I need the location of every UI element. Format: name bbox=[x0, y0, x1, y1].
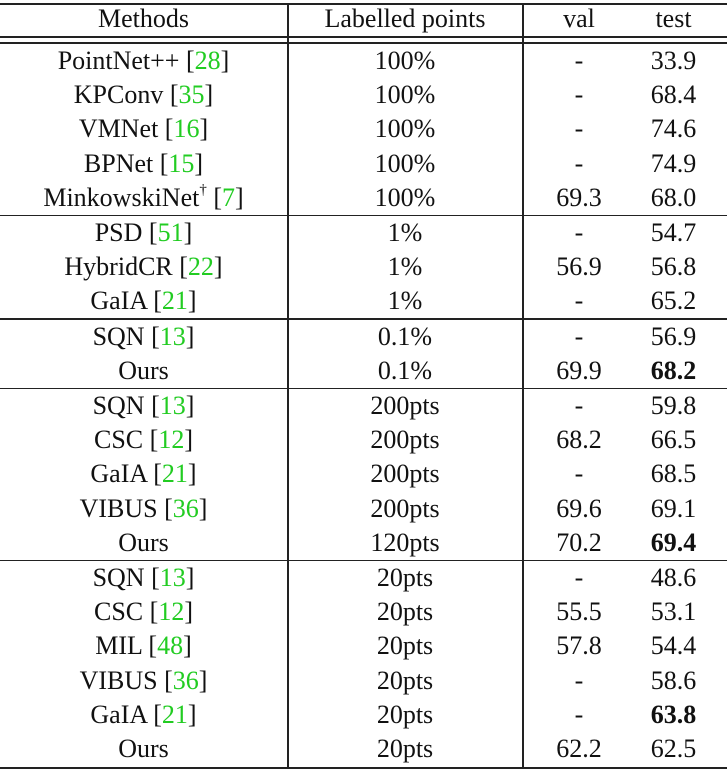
labelled-points-cell: 100% bbox=[374, 114, 436, 144]
method-cell: SQN [13] bbox=[92, 321, 195, 351]
test-cell: 74.6 bbox=[650, 114, 697, 144]
table-row bbox=[0, 732, 727, 766]
table-row bbox=[0, 629, 727, 663]
table-row bbox=[0, 250, 727, 284]
method-cell: CSC [12] bbox=[94, 597, 193, 627]
method-cell: VIBUS [36] bbox=[79, 665, 208, 695]
method-name: CSC bbox=[94, 425, 144, 455]
method-name: GaIA bbox=[90, 699, 147, 729]
val-cell: - bbox=[574, 699, 584, 729]
method-cell: BPNet [15] bbox=[83, 148, 204, 178]
citation-link[interactable]: 28 bbox=[194, 46, 221, 75]
table-row bbox=[0, 354, 727, 388]
method-name: Ours bbox=[118, 527, 169, 557]
labelled-points-cell: 20pts bbox=[376, 597, 434, 627]
dagger-mark: † bbox=[199, 182, 207, 199]
table-row bbox=[0, 664, 727, 698]
val-cell: 69.6 bbox=[556, 493, 602, 523]
val-cell: 56.9 bbox=[556, 252, 602, 282]
test-cell: 68.5 bbox=[650, 459, 697, 489]
val-cell: - bbox=[574, 391, 584, 420]
header-methods: Methods bbox=[98, 4, 189, 33]
val-cell: - bbox=[574, 46, 584, 75]
labelled-points-cell: 1% bbox=[387, 252, 423, 282]
citation-link[interactable]: 35 bbox=[178, 80, 205, 110]
labelled-points-cell: 20pts bbox=[376, 563, 434, 592]
test-cell: 53.1 bbox=[650, 597, 697, 627]
table-row bbox=[0, 320, 727, 354]
test-cell: 66.5 bbox=[650, 425, 697, 455]
val-cell: - bbox=[574, 80, 584, 110]
citation-link[interactable]: 13 bbox=[159, 391, 186, 420]
val-cell: - bbox=[574, 321, 584, 351]
test-cell: 68.4 bbox=[650, 80, 697, 110]
citation-link[interactable]: 22 bbox=[187, 252, 214, 282]
labelled-points-cell: 0.1% bbox=[377, 321, 433, 351]
val-cell: - bbox=[574, 286, 584, 316]
labelled-points-cell: 100% bbox=[374, 46, 436, 75]
table-row bbox=[0, 284, 727, 318]
table-row bbox=[0, 44, 727, 78]
val-cell: 68.2 bbox=[556, 425, 602, 455]
val-cell: - bbox=[574, 218, 584, 247]
labelled-points-cell: 20pts bbox=[376, 699, 434, 729]
method-cell: MinkowskiNet† [7] bbox=[43, 182, 244, 212]
method-name: VMNet bbox=[78, 114, 159, 144]
header-labelled-points: Labelled points bbox=[324, 4, 486, 33]
citation-link[interactable]: 16 bbox=[173, 114, 200, 144]
test-cell: 62.5 bbox=[650, 734, 697, 763]
citation-link[interactable]: 21 bbox=[161, 699, 188, 729]
method-name: BPNet bbox=[83, 148, 154, 178]
val-cell: 62.2 bbox=[556, 734, 602, 763]
citation-link[interactable]: 12 bbox=[158, 597, 185, 627]
table-row bbox=[0, 181, 727, 215]
method-name: MIL bbox=[95, 631, 142, 661]
labelled-points-cell: 20pts bbox=[376, 665, 434, 695]
method-cell: SQN [13] bbox=[92, 391, 195, 420]
test-cell: 56.8 bbox=[650, 252, 697, 282]
method-name: GaIA bbox=[90, 459, 147, 489]
header-rule-1 bbox=[0, 36, 727, 38]
val-cell: 55.5 bbox=[556, 597, 602, 627]
citation-link[interactable]: 51 bbox=[157, 218, 184, 247]
val-cell: - bbox=[574, 148, 584, 178]
citation-link[interactable]: 21 bbox=[161, 286, 188, 316]
test-cell: 69.1 bbox=[650, 493, 697, 523]
table-row bbox=[0, 457, 727, 491]
method-cell: PointNet++ [28] bbox=[57, 46, 230, 75]
val-cell: - bbox=[574, 665, 584, 695]
labelled-points-cell: 200pts bbox=[370, 425, 440, 455]
val-cell: - bbox=[574, 114, 584, 144]
test-cell: 56.9 bbox=[650, 321, 697, 351]
method-name: SQN bbox=[92, 563, 145, 592]
test-cell: 69.4 bbox=[650, 527, 697, 557]
labelled-points-cell: 200pts bbox=[370, 459, 440, 489]
method-cell bbox=[0, 354, 287, 388]
test-cell: 74.9 bbox=[650, 148, 697, 178]
labelled-points-cell: 200pts bbox=[370, 493, 440, 523]
labelled-points-cell: 100% bbox=[374, 148, 436, 178]
table-row bbox=[0, 112, 727, 146]
labelled-points-cell: 0.1% bbox=[377, 355, 433, 385]
method-name: HybridCR bbox=[64, 252, 173, 282]
table-row bbox=[0, 595, 727, 629]
citation-link[interactable]: 13 bbox=[159, 563, 186, 592]
table-row bbox=[0, 147, 727, 181]
labelled-points-cell: 20pts bbox=[376, 631, 434, 661]
method-name: VIBUS bbox=[79, 493, 158, 523]
method-cell: CSC [12] bbox=[94, 425, 193, 455]
table-row bbox=[0, 216, 727, 250]
citation-link[interactable]: 21 bbox=[161, 459, 188, 489]
method-cell: GaIA [21] bbox=[90, 286, 197, 316]
method-name: CSC bbox=[94, 597, 144, 627]
labelled-points-cell: 1% bbox=[387, 218, 423, 247]
method-cell: HybridCR [22] bbox=[64, 252, 223, 282]
val-cell: 57.8 bbox=[556, 631, 602, 661]
method-cell: GaIA [21] bbox=[90, 699, 197, 729]
test-cell: 59.8 bbox=[650, 391, 697, 420]
header-test: test bbox=[655, 4, 692, 33]
method-cell: PSD [51] bbox=[94, 218, 193, 247]
table-row bbox=[0, 78, 727, 112]
val-cell: 69.9 bbox=[556, 355, 602, 385]
test-cell: 68.2 bbox=[650, 355, 697, 385]
table-row bbox=[0, 492, 727, 526]
test-cell: 65.2 bbox=[650, 286, 697, 316]
method-name: Ours bbox=[118, 734, 169, 763]
method-name: SQN bbox=[92, 391, 145, 420]
citation-link[interactable]: 13 bbox=[159, 321, 186, 351]
method-name: VIBUS bbox=[79, 665, 158, 695]
test-cell: 33.9 bbox=[650, 46, 697, 75]
column-divider-methods bbox=[287, 3, 289, 767]
method-cell: KPConv [35] bbox=[73, 80, 214, 110]
method-cell: GaIA [21] bbox=[90, 459, 197, 489]
method-cell: VIBUS [36] bbox=[79, 493, 208, 523]
table-row bbox=[0, 423, 727, 457]
test-cell: 68.0 bbox=[650, 182, 697, 212]
test-cell: 54.7 bbox=[650, 218, 697, 247]
table-row bbox=[0, 526, 727, 560]
method-name: KPConv bbox=[73, 80, 164, 110]
labelled-points-cell: 200pts bbox=[370, 391, 440, 420]
table-row bbox=[0, 389, 727, 423]
labelled-points-cell: 120pts bbox=[370, 527, 440, 557]
val-cell: - bbox=[574, 459, 584, 489]
table-row bbox=[0, 698, 727, 732]
column-divider-labelled bbox=[522, 3, 524, 767]
labelled-points-cell: 100% bbox=[374, 80, 436, 110]
method-cell: MIL [48] bbox=[95, 631, 192, 661]
table-row bbox=[0, 561, 727, 595]
method-cell: SQN [13] bbox=[92, 563, 195, 592]
method-name: SQN bbox=[92, 321, 145, 351]
test-cell: 63.8 bbox=[650, 699, 697, 729]
method-cell bbox=[0, 732, 287, 766]
bottom-rule bbox=[0, 767, 727, 769]
method-cell bbox=[0, 526, 287, 560]
test-cell: 48.6 bbox=[650, 563, 697, 592]
labelled-points-cell: 1% bbox=[387, 286, 423, 316]
method-name: PointNet++ bbox=[57, 46, 180, 75]
method-name: MinkowskiNet bbox=[43, 182, 200, 212]
citation-link[interactable]: 12 bbox=[158, 425, 185, 455]
test-cell: 54.4 bbox=[650, 631, 697, 661]
val-cell: - bbox=[574, 563, 584, 592]
labelled-points-cell: 100% bbox=[374, 182, 436, 212]
citation-link[interactable]: 36 bbox=[172, 493, 199, 523]
method-cell: VMNet [16] bbox=[78, 114, 209, 144]
citation-link[interactable]: 7 bbox=[222, 182, 235, 212]
citation-link[interactable]: 48 bbox=[157, 631, 184, 661]
citation-link[interactable]: 15 bbox=[168, 148, 195, 178]
labelled-points-cell: 20pts bbox=[376, 734, 434, 763]
method-name: GaIA bbox=[90, 286, 147, 316]
val-cell: 70.2 bbox=[556, 527, 602, 557]
citation-link[interactable]: 36 bbox=[172, 665, 199, 695]
method-name: PSD bbox=[94, 218, 143, 247]
val-cell: 69.3 bbox=[556, 182, 602, 212]
header-val: val bbox=[563, 4, 595, 33]
header-row bbox=[0, 2, 727, 36]
method-name: Ours bbox=[118, 355, 169, 385]
test-cell: 58.6 bbox=[650, 665, 697, 695]
